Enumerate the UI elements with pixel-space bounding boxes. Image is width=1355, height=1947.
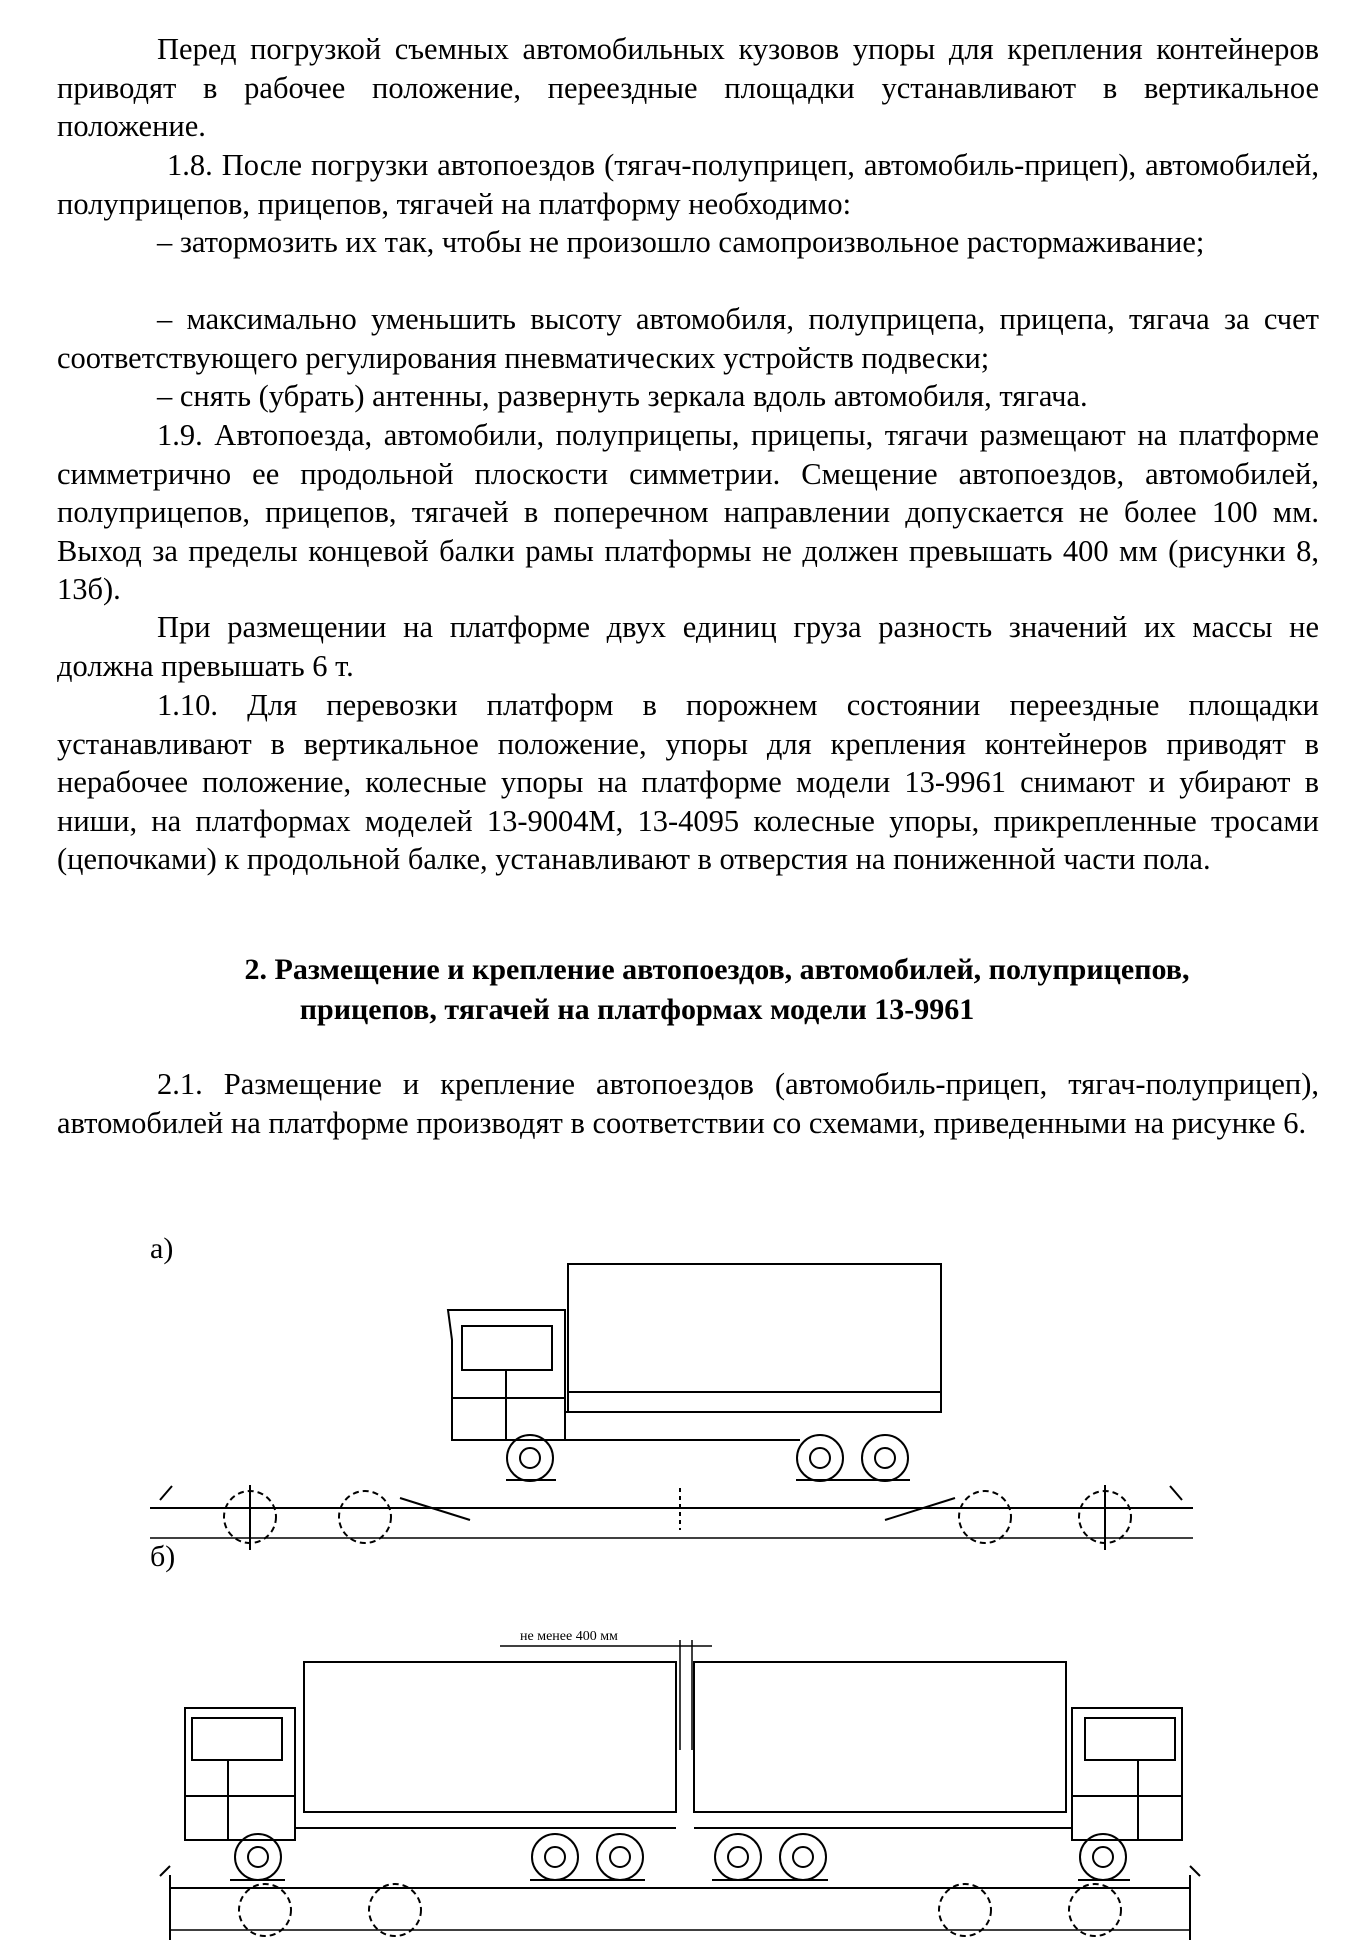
- figure-label-b: б): [150, 1540, 176, 1573]
- paragraph-1-8: 1.8. После погрузки автопоездов (тягач-полуприцеп, автомобиль-прицеп), автомобилей, полуприцепов, прицепов, тягачей на платформу необходимо:: [57, 148, 1319, 221]
- platform-b: [160, 1866, 1200, 1940]
- paragraph-1-10: 1.10. Для перевозки платформ в порожнем состоянии переездные площадки устанавливают в вертикальное положение, упоры для крепления контейнеров приводят в нерабочее положение, колесные упоры на платформе модели 13-9961 снимают и убирают в ниши, на платформах моделей 13-9004М, 13-4095 колесные упоры, прикрепленные тросами (цепочками) к продольной балке, устанавливают в отверстия на пониженной части пола.: [57, 688, 1319, 876]
- road-train-b: [185, 1640, 1182, 1880]
- dimension-note: не менее 400 мм: [520, 1629, 618, 1644]
- paragraph-2-1: 2.1. Размещение и крепление автопоездов (автомобиль-прицеп, тягач-полуприцеп), автомобилей на платформе производят в соответствии со схемами, приведенными на рисунке 6.: [57, 1067, 1319, 1140]
- paragraph-containers: Перед погрузкой съемных автомобильных кузовов упоры для крепления контейнеров приводят в рабочее положение, переездные площадки устанавливают в вертикальное положение.: [57, 32, 1319, 143]
- platform-a: [150, 1485, 1193, 1550]
- section-heading-line2: прицепов, тягачей на платформах модели 13-9961: [299, 993, 975, 1026]
- figure-label-a: а): [150, 1232, 174, 1265]
- bullet-antennas: – снять (убрать) антенны, развернуть зеркала вдоль автомобиля, тягача.: [157, 379, 1088, 413]
- bullet-height: – максимально уменьшить высоту автомобиля, полуприцепа, прицепа, тягача за счет соответствующего регулирования пневматических устройств подвески;: [57, 302, 1319, 375]
- section-heading-line1: 2. Размещение и крепление автопоездов, автомобилей, полуприцепов,: [244, 953, 1190, 986]
- paragraph-mass: При размещении на платформе двух единиц груза разность значений их массы не должна превышать 6 т.: [57, 610, 1319, 683]
- bullet-brake: – затормозить их так, чтобы не произошло самопроизвольное растормаживание;: [157, 225, 1205, 259]
- truck-a: [448, 1264, 941, 1481]
- paragraph-1-9: 1.9. Автопоезда, автомобили, полуприцепы, прицепы, тягачи размещают на платформе симметрично ее продольной плоскости симметрии. Смещение автопоездов, автомобилей, полуприцепов, прицепов, тягачей в поперечном направлении допускается не более 100 мм. Выход за пределы концевой балки рамы платформы не должен превышать 400 мм (рисунки 8, 13б).: [57, 418, 1319, 606]
